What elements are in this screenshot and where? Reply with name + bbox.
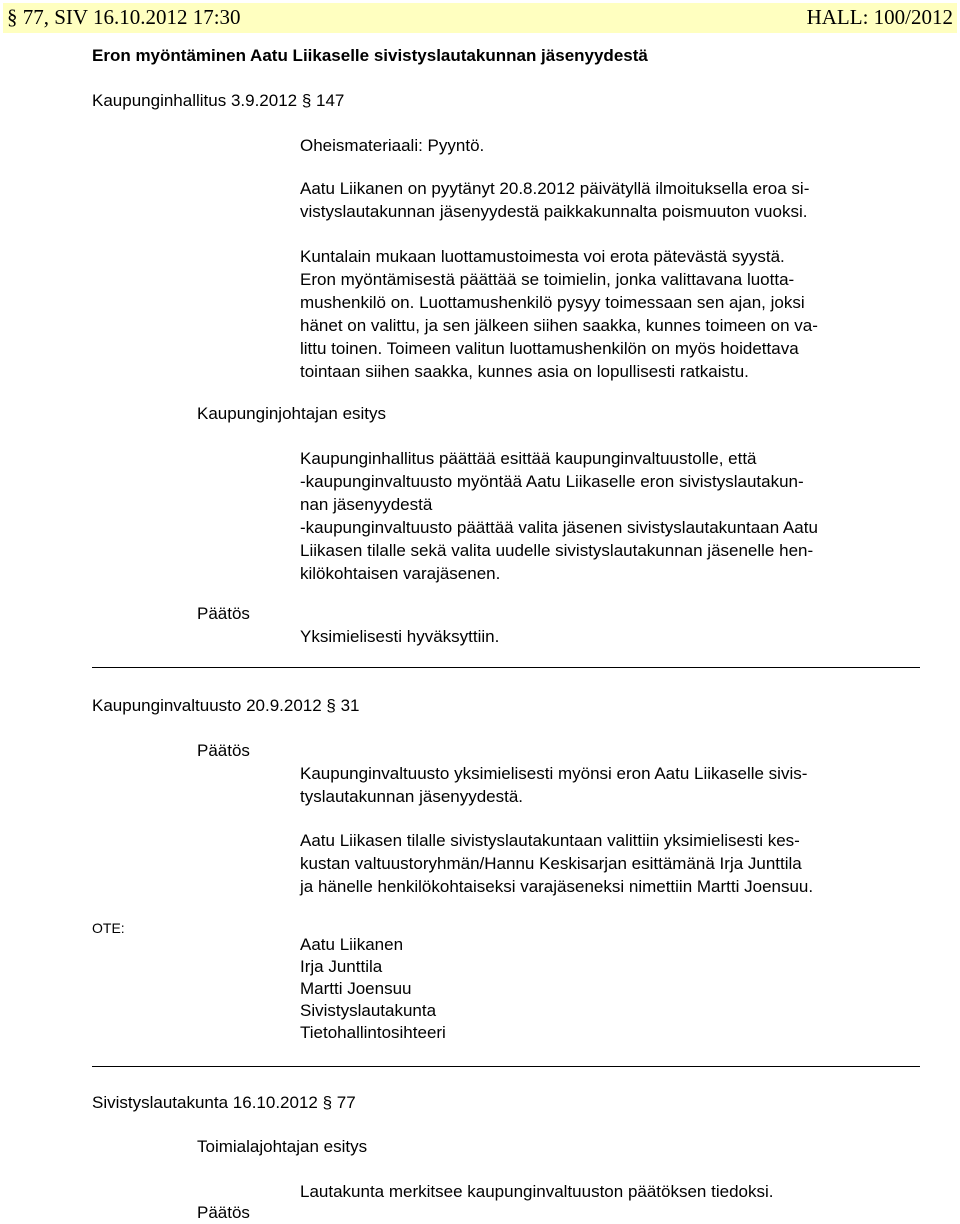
text-line: ja hänelle henkilökohtaiseksi varajäseneksi nimettiin Martti Joensuu. <box>300 877 814 896</box>
decision-label: Päätös <box>197 741 250 760</box>
text-line: mushenkilö on. Luottamushenkilö pysyy toimessaan sen ajan, joksi <box>300 293 805 312</box>
text-line: Aatu Liikanen on pyytänyt 20.8.2012 päivätyllä ilmoituksella eroa si- <box>300 179 810 198</box>
text-line: kustan valtuustoryhmän/Hannu Keskisarjan esittämänä Irja Junttila <box>300 854 802 873</box>
text-line: Kuntalain mukaan luottamustoimesta voi erota pätevästä syystä. <box>300 247 785 266</box>
list-item: Aatu Liikanen <box>300 935 404 954</box>
list-item: Irja Junttila <box>300 957 383 976</box>
decision-text: Lautakunta merkitsee kaupunginvaltuuston päätöksen tiedoksi. <box>300 1182 774 1201</box>
text-line: Liikasen tilalle sekä valita uudelle sivistyslautakunnan jäsenelle hen- <box>300 541 814 560</box>
text-line: kilökohtaisen varajäsenen. <box>300 564 501 583</box>
text-line: -kaupunginvaltuusto päättää valita jäsenen sivistyslautakuntaan Aatu <box>300 518 818 537</box>
page-title: Eron myöntäminen Aatu Liikaselle sivistyslautakunnan jäsenyydestä <box>92 46 648 65</box>
section-divider <box>92 1066 920 1067</box>
text-line: hänet on valittu, ja sen jälkeen siihen saakka, kunnes toimeen on va- <box>300 316 818 335</box>
attachment-note: Oheismateriaali: Pyyntö. <box>300 136 485 155</box>
proposal-label: Toimialajohtajan esitys <box>197 1137 368 1156</box>
list-item: Tietohallintosihteeri <box>300 1023 446 1042</box>
text-line: -kaupunginvaltuusto myöntää Aatu Liikaselle eron sivistyslautakun- <box>300 472 804 491</box>
section-divider <box>92 667 920 668</box>
text-line: Kaupunginhallitus päättää esittää kaupunginvaltuustolle, että <box>300 449 757 468</box>
text-line: Eron myöntämisestä päättää se toimielin, jonka valittavana luotta- <box>300 270 795 289</box>
text-line: Aatu Liikasen tilalle sivistyslautakuntaan valittiin yksimielisesti kes- <box>300 831 800 850</box>
document-header <box>3 3 957 33</box>
khall-heading: Kaupunginhallitus 3.9.2012 § 147 <box>92 91 345 110</box>
list-item: Sivistyslautakunta <box>300 1001 437 1020</box>
siv-heading: Sivistyslautakunta 16.10.2012 § 77 <box>92 1093 356 1112</box>
text-line: Kaupunginvaltuusto yksimielisesti myönsi eron Aatu Liikaselle sivis- <box>300 764 808 783</box>
list-item: Martti Joensuu <box>300 979 412 998</box>
text-line: vistyslautakunnan jäsenyydestä paikkakunnalta poismuuton vuoksi. <box>300 202 808 221</box>
text-line: littu toinen. Toimeen valitun luottamushenkilön on myös hoidettava <box>300 339 799 358</box>
decision-label: Päätös <box>197 604 250 623</box>
hall-number: HALL: 100/2012 <box>806 5 953 29</box>
text-line: nan jäsenyydestä <box>300 495 433 514</box>
decision-label: Päätös <box>197 1203 250 1222</box>
kvalt-heading: Kaupunginvaltuusto 20.9.2012 § 31 <box>92 696 360 715</box>
text-line: tyslautakunnan jäsenyydestä. <box>300 787 524 806</box>
ote-label: OTE: <box>92 920 125 936</box>
section-reference: § 77, SIV 16.10.2012 17:30 <box>7 5 241 29</box>
text-line: tointaan siihen saakka, kunnes asia on lopullisesti ratkaistu. <box>300 362 749 381</box>
proposal-label: Kaupunginjohtajan esitys <box>197 404 387 423</box>
decision-text: Yksimielisesti hyväksyttiin. <box>300 627 500 646</box>
